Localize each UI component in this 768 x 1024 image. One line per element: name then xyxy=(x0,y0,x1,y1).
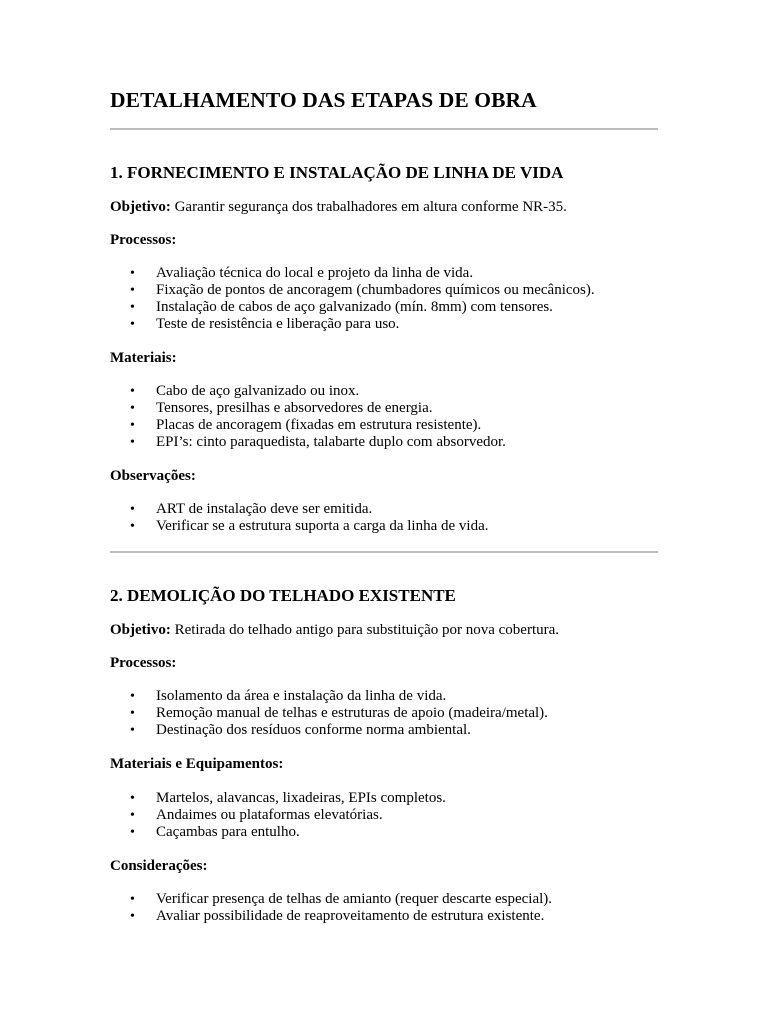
materials-label: Materiais: xyxy=(110,350,177,366)
materials-list xyxy=(110,383,506,451)
document-title: DETALHAMENTO DAS ETAPAS DE OBRA xyxy=(110,88,537,112)
objective-line xyxy=(110,621,559,639)
notes-list xyxy=(110,501,489,535)
list-item: • Destinação dos resíduos conforme norma ambiental. xyxy=(110,722,548,739)
section-demolicao-telhado xyxy=(110,585,670,935)
list-item: • Avaliação técnica do local e projeto da linha de vida. xyxy=(110,265,595,282)
processes-label: Processos: xyxy=(110,232,177,248)
notes-list xyxy=(110,891,552,925)
notes-label: Observações: xyxy=(110,468,196,484)
section-heading: 1. FORNECIMENTO E INSTALAÇÃO DE LINHA DE VIDA xyxy=(110,163,564,182)
processes-list xyxy=(110,688,548,739)
list-item: • ART de instalação deve ser emitida. xyxy=(110,501,489,518)
notes-label: Considerações: xyxy=(110,858,208,874)
list-item: • Tensores, presilhas e absorvedores de energia. xyxy=(110,400,506,417)
list-item: • Caçambas para entulho. xyxy=(110,824,446,841)
objective-line xyxy=(110,198,567,216)
section-heading: 2. DEMOLIÇÃO DO TELHADO EXISTENTE xyxy=(110,586,456,605)
objective-label: Objetivo: xyxy=(110,199,171,215)
list-item: • Placas de ancoragem (fixadas em estrutura resistente). xyxy=(110,417,506,434)
horizontal-divider xyxy=(110,551,658,553)
list-item: • Avaliar possibilidade de reaproveitamento de estrutura existente. xyxy=(110,908,552,925)
list-item: • Verificar se a estrutura suporta a carga da linha de vida. xyxy=(110,518,489,535)
objective-text: Retirada do telhado antigo para substituição por nova cobertura. xyxy=(174,622,560,638)
section-linha-de-vida xyxy=(110,162,670,542)
materials-label: Materiais e Equipamentos: xyxy=(110,756,284,772)
processes-list xyxy=(110,265,595,333)
horizontal-divider xyxy=(110,128,658,130)
list-item: • Verificar presença de telhas de amianto (requer descarte especial). xyxy=(110,891,552,908)
objective-text: Garantir segurança dos trabalhadores em altura conforme NR-35. xyxy=(174,199,567,215)
list-item: • Teste de resistência e liberação para uso. xyxy=(110,316,595,333)
list-item: • Isolamento da área e instalação da linha de vida. xyxy=(110,688,548,705)
list-item: • Instalação de cabos de aço galvanizado (mín. 8mm) com tensores. xyxy=(110,299,595,316)
list-item: • EPI’s: cinto paraquedista, talabarte duplo com absorvedor. xyxy=(110,434,506,451)
list-item: • Martelos, alavancas, lixadeiras, EPIs completos. xyxy=(110,790,446,807)
processes-label: Processos: xyxy=(110,655,177,671)
list-item: • Andaimes ou plataformas elevatórias. xyxy=(110,807,446,824)
objective-label: Objetivo: xyxy=(110,622,171,638)
list-item: • Fixação de pontos de ancoragem (chumbadores químicos ou mecânicos). xyxy=(110,282,595,299)
materials-list xyxy=(110,790,446,841)
list-item: • Cabo de aço galvanizado ou inox. xyxy=(110,383,506,400)
list-item: • Remoção manual de telhas e estruturas de apoio (madeira/metal). xyxy=(110,705,548,722)
